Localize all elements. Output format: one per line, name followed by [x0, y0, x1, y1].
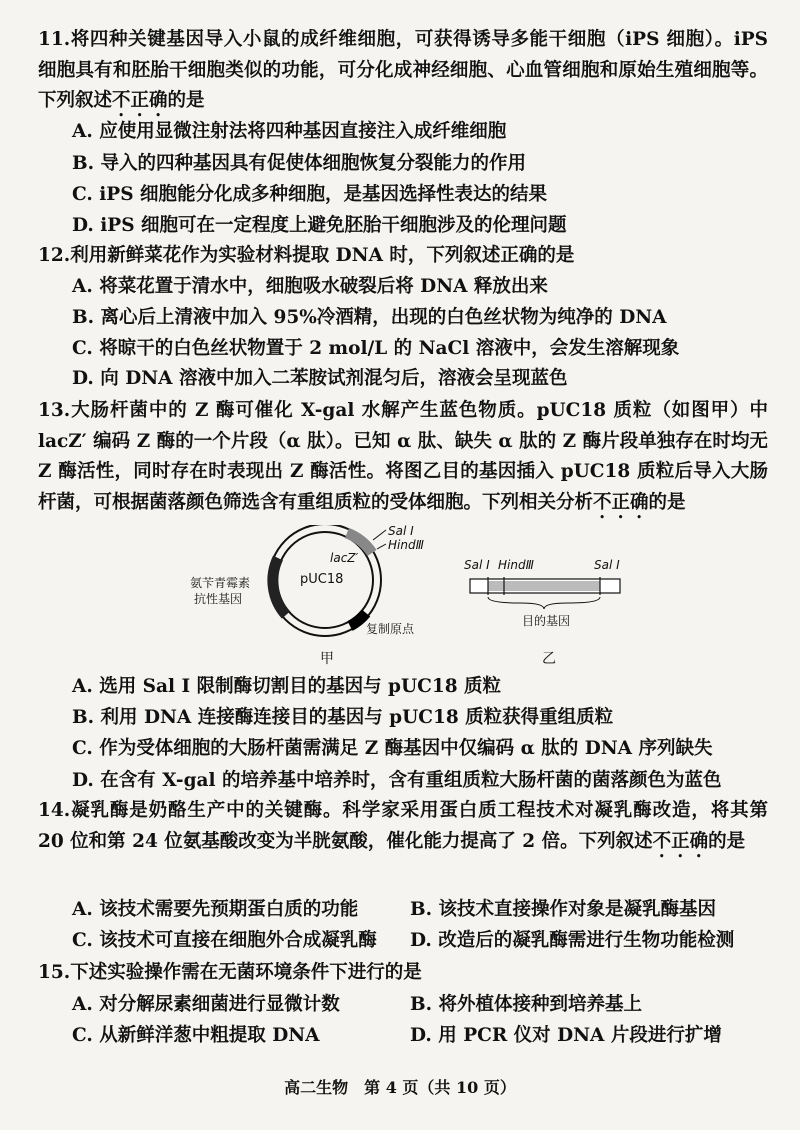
target-gene-region — [488, 581, 600, 591]
question-12-stem — [38, 241, 768, 272]
stem-text: 利用新鲜菜花作为实验材料提取 DNA 时，下列叙述正确的是 — [70, 245, 575, 266]
emphasis-text: 不正确 — [593, 491, 649, 513]
label-plasmid: pUC18 — [300, 572, 344, 587]
stem-text: 将四种关键基因导入小鼠的成纤维细胞，可获得诱导多能干细胞（iPS 细胞）。iPS 细胞具有和胚胎干细胞类似的功能，可分化成神经细胞、心血管细胞和原始生殖细胞等。下列叙述 — [38, 29, 768, 111]
option-11d: D. iPS 细胞可在一定程度上避免胚胎干细胞涉及的伦理问题 — [72, 215, 567, 236]
option-13b: B. 利用 DNA 连接酶连接目的基因与 pUC18 质粒获得重组质粒 — [72, 707, 614, 728]
option-11a: A. 应使用显微注射法将四种基因直接注入成纤维细胞 — [72, 121, 507, 142]
option-11b: B. 导入的四种基因具有促使体细胞恢复分裂能力的作用 — [72, 153, 527, 174]
question-11-stem — [38, 25, 768, 121]
caption-jia: 甲 — [320, 651, 334, 667]
stem-text: 凝乳酶是奶酪生产中的关键酶。科学家采用蛋白质工程技术对凝乳酶改造，将其第 20 位和第 24 位氨基酸改变为半胱氨酸，催化能力提高了 2 倍。下列叙述 — [38, 800, 768, 852]
origin-segment — [350, 613, 366, 626]
label-amp-1: 氨苄青霉素 — [190, 576, 251, 590]
question-number: 15. — [38, 962, 71, 983]
option-12c: C. 将晾干的白色丝状物置于 2 mol/L 的 NaCl 溶液中，会发生溶解现象 — [72, 338, 680, 359]
label-sal: Sal Ⅰ — [388, 525, 414, 538]
question-number: 13. — [38, 400, 71, 421]
option-15a: A. 对分解尿素细菌进行显微计数 — [72, 994, 340, 1015]
amp-resistance-gene — [273, 558, 286, 615]
question-13-stem — [38, 396, 768, 523]
option-14c: C. 该技术可直接在细胞外合成凝乳酶 — [72, 930, 377, 951]
option-15b: B. 将外植体接种到培养基上 — [410, 994, 643, 1015]
option-13c: C. 作为受体细胞的大肠杆菌需满足 Z 酶基因中仅编码 α 肽的 DNA 序列缺失 — [72, 738, 713, 759]
question-number: 12. — [38, 245, 71, 266]
gene-brace — [488, 597, 600, 609]
stem-text-end: 的是 — [167, 90, 205, 111]
label-hind: HindⅢ — [388, 538, 424, 552]
option-15c: C. 从新鲜洋葱中粗提取 DNA — [72, 1025, 320, 1046]
option-14a: A. 该技术需要先预期蛋白质的功能 — [72, 899, 359, 920]
emphasis-text: 不正确 — [652, 830, 709, 852]
sal-pointer — [373, 530, 386, 540]
lacz-segment — [347, 533, 372, 553]
label-amp-2: 抗性基因 — [194, 592, 243, 606]
question-15-stem — [38, 958, 768, 989]
label-sal-right: Sal Ⅰ — [594, 558, 620, 572]
caption-yi: 乙 — [542, 651, 556, 667]
option-14d: D. 改造后的凝乳酶需进行生物功能检测 — [410, 930, 735, 951]
question-number: 11. — [38, 29, 71, 50]
figure-jia-plasmid — [190, 525, 450, 675]
option-12d: D. 向 DNA 溶液中加入二苯胺试剂混匀后，溶液会呈现蓝色 — [72, 368, 568, 389]
emphasis-text: 不正确 — [112, 90, 168, 111]
stem-text-end: 的是 — [648, 491, 686, 513]
label-hind-yi: HindⅢ — [498, 558, 534, 572]
stem-text: 大肠杆菌中的 Z 酶可催化 X-gal 水解产生蓝色物质。pUC18 质粒（如图甲）中 lacZ′ 编码 Z 酶的一个片段（α 肽）。已知 α 肽、缺失 α 肽的 Z 酶片段单独存在时均无 Z 酶活性，同时存在时表现出 Z 酶活性。将图乙目的基因插入 pUC18 质粒后导入大肠杆菌，可根据菌落颜色筛选含有重组质粒的受体细胞。下列相关分析 — [38, 400, 768, 513]
stem-text: 下述实验操作需在无菌环境条件下进行的是 — [70, 962, 422, 983]
hind-pointer — [377, 544, 386, 549]
question-14-stem — [38, 796, 768, 862]
label-sal-left: Sal Ⅰ — [464, 558, 490, 572]
option-14b: B. 该技术直接操作对象是凝乳酶基因 — [410, 899, 717, 920]
option-11c: C. iPS 细胞能分化成多种细胞，是基因选择性表达的结果 — [72, 184, 548, 205]
question-number: 14. — [38, 800, 71, 821]
option-13d: D. 在含有 X-gal 的培养基中培养时，含有重组质粒大肠杆菌的菌落颜色为蓝色 — [72, 770, 722, 791]
option-15d: D. 用 PCR 仪对 DNA 片段进行扩增 — [410, 1025, 722, 1046]
option-12a: A. 将菜花置于清水中，细胞吸水破裂后将 DNA 释放出来 — [72, 276, 548, 297]
option-12b: B. 离心后上清液中加入 95%冷酒精，出现的白色丝状物为纯净的 DNA — [72, 307, 667, 328]
label-ori: 复制原点 — [366, 622, 415, 636]
figure-yi-gene — [460, 555, 640, 675]
option-13a: A. 选用 Sal Ⅰ 限制酶切割目的基因与 pUC18 质粒 — [72, 676, 502, 697]
stem-text-end: 的是 — [708, 830, 746, 852]
page-footer: 高二生物 第 4 页（共 10 页） — [284, 1078, 516, 1097]
label-gene: 目的基因 — [522, 614, 571, 628]
label-lacz: lacZ′ — [330, 551, 359, 565]
